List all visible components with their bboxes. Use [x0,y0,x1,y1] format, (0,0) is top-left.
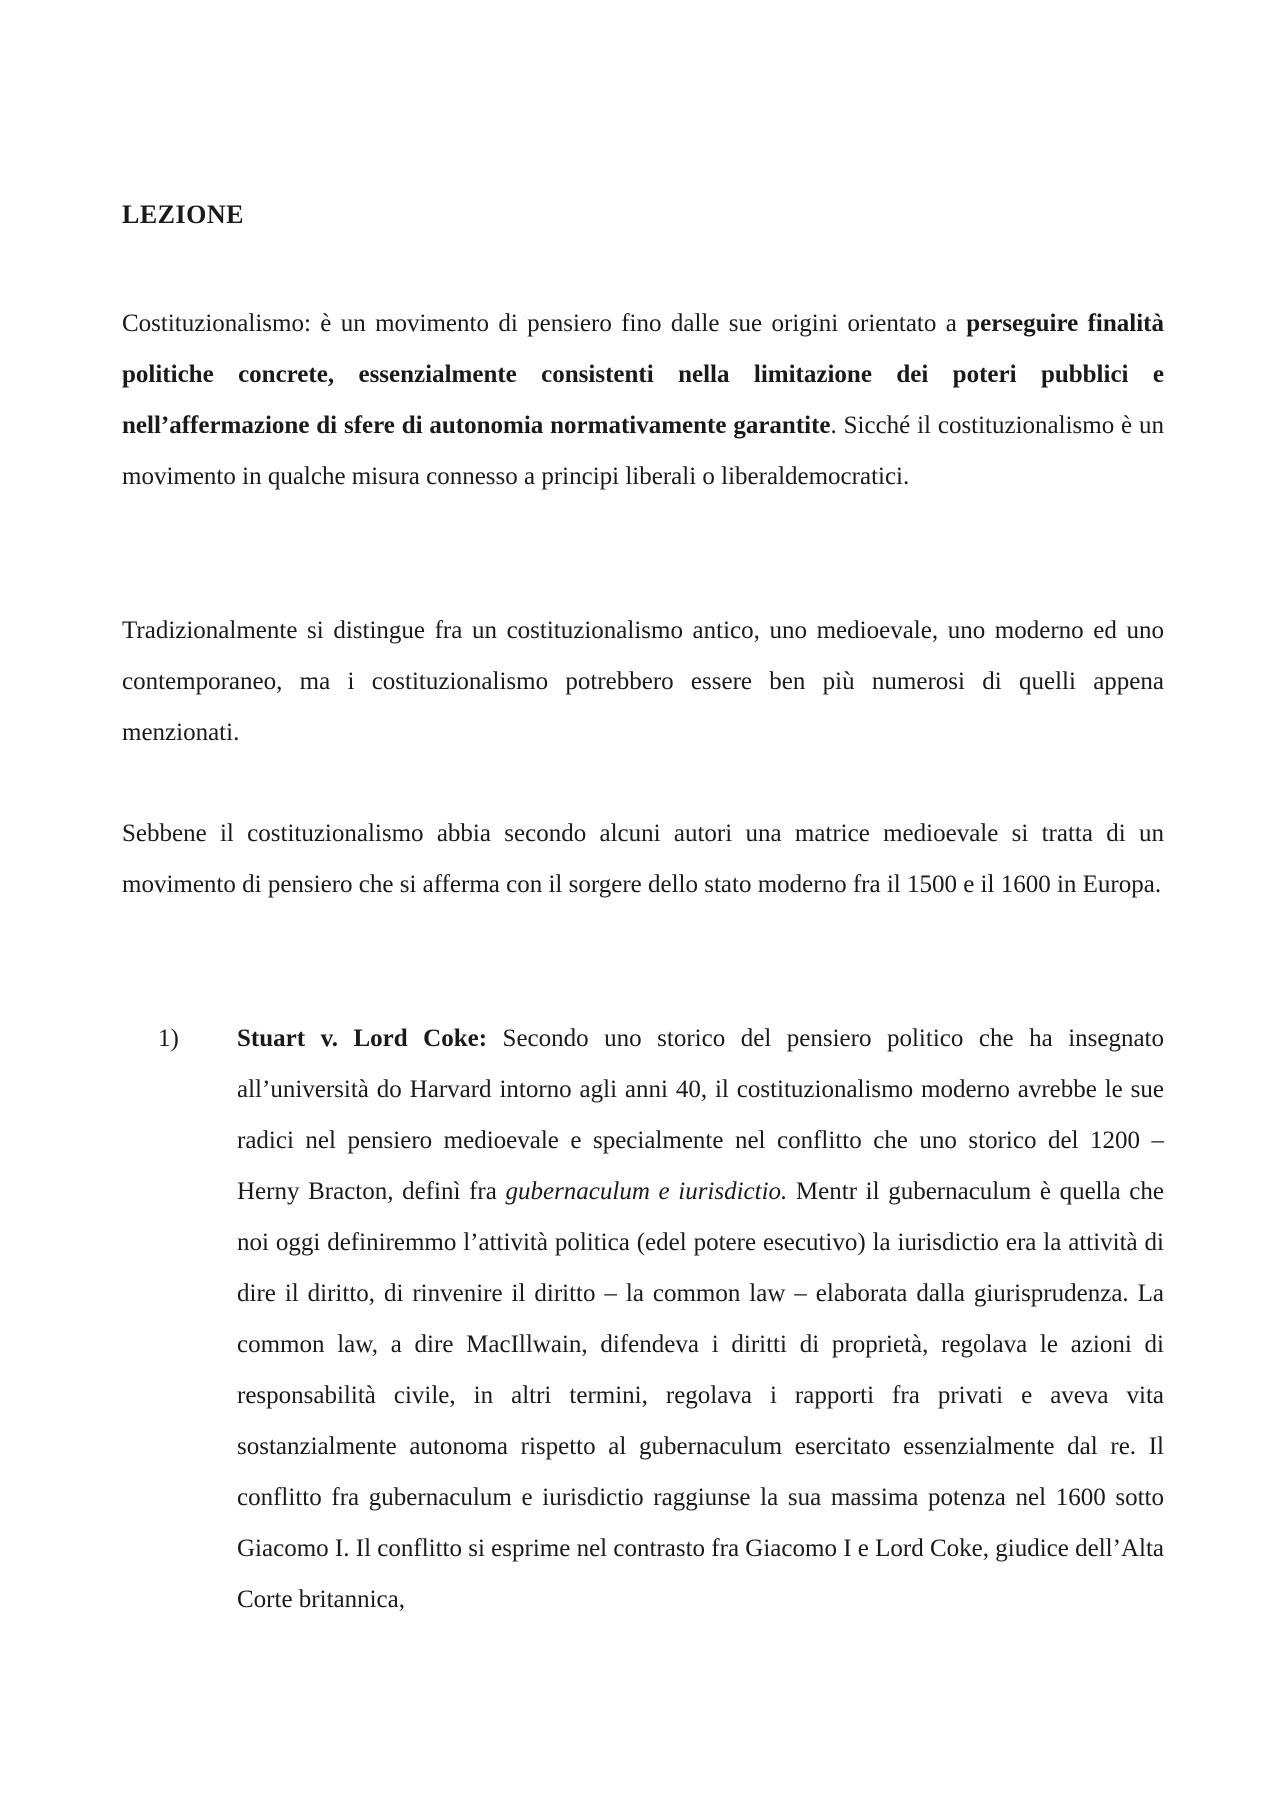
paragraph-traditional-distinction: Tradizionalmente si distingue fra un costituzionalismo antico, uno medioevale, uno moderno ed uno contemporaneo, ma i costituzionalismo potrebbero essere ben più numerosi di quelli appena menzionati. [122,617,1164,746]
list-item-body [237,1013,1164,1625]
paragraph1-text-end: . Sicché il costituzionalismo è un movimento in qualche misura connesso a principi liberali o liberaldemocratici. [122,412,1164,490]
paragraph1-bold-text: perseguire finalità politiche concrete, essenzialmente consistenti nella limitazione dei poteri pubblici e nell’affermazione di sfere di autonomia normativamente garantite [122,310,1164,439]
paragraph-medieval-origin: Sebbene il costituzionalismo abbia secondo alcuni autori una matrice medioevale si tratta di un movimento di pensiero che si afferma con il sorgere dello stato moderno fra il 1500 e il 1600 in Europa. [122,820,1164,898]
list-item-text-end: Mentr il gubernaculum è quella che noi oggi definiremmo l’attività politica (edel potere esecutivo) la iurisdictio era la attività di dire il diritto, di rinvenire il diritto – la common law – elaborata dalla giurisprudenza. La common law, a dire MacIllwain, difendeva i diritti di proprietà, regolava le azioni di responsabilità civile, in altri termini, regolava i rapporti fra privati e aveva vita sostanzialmente autonoma rispetto al gubernaculum esercitato essenzialmente dal re. Il conflitto fra gubernaculum e iurisdictio raggiunse la sua massima potenza nel 1600 sotto Giacomo I. Il conflitto si esprime nel contrasto fra Giacomo I e Lord Coke, giudice dell’Alta Corte britannica, [237,1178,1164,1613]
list-item-italic-term: gubernaculum e iurisdictio. [505,1178,788,1205]
list-item-heading: Stuart v. Lord Coke: [237,1025,488,1052]
list-item-number: 1) [158,1025,179,1052]
paragraph1-text-start: Costituzionalismo: è un movimento di pensiero fino dalle sue origini orientato a [122,310,967,337]
list-item-text-start: Secondo uno storico del pensiero politico che ha insegnato all’università do Harvard intorno agli anni 40, il costituzionalismo moderno avrebbe le sue radici nel pensiero medioevale e specialmente nel conflitto che uno storico del 1200 – Herny Bracton, definì fra [237,1025,1165,1205]
page-title: LEZIONE [122,200,244,229]
paragraph-costituzionalismo-definition [122,298,1164,502]
